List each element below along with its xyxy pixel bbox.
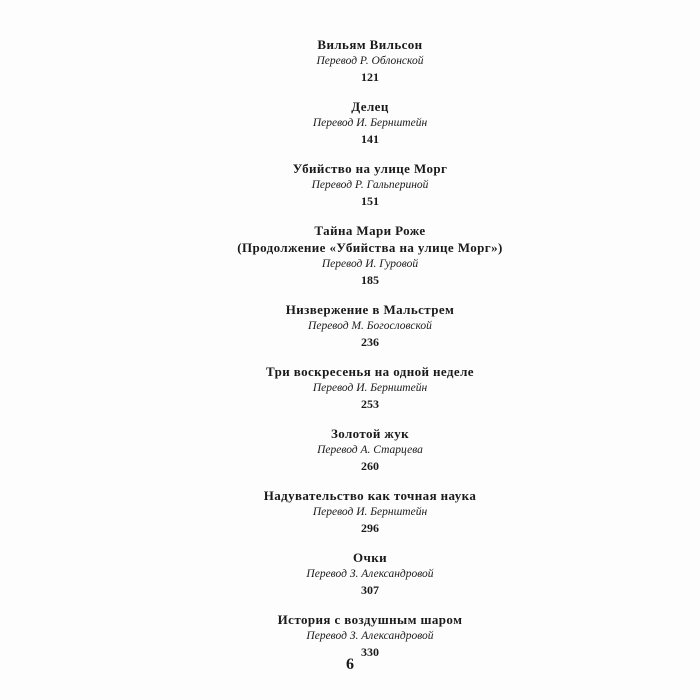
entry-page-number: 296 <box>361 521 379 535</box>
page-folio-number: 6 <box>346 656 354 673</box>
toc-entry <box>200 222 540 301</box>
toc-entry <box>200 301 540 363</box>
entry-title: Убийство на улице Морг <box>292 161 448 176</box>
toc-entry <box>200 425 540 487</box>
toc-entry <box>200 160 540 222</box>
entry-title: Очки <box>352 550 388 565</box>
entry-page-number: 121 <box>361 70 379 84</box>
entry-translator: Перевод З. Александровой <box>306 568 434 580</box>
entry-translator: Перевод А. Старцева <box>317 444 423 456</box>
entry-translator: Перевод И. Гуровой <box>321 258 419 270</box>
entry-title: Тайна Мари Роже <box>314 223 426 238</box>
entry-title: История с воздушным шаром <box>277 612 463 627</box>
toc-entry <box>200 549 540 611</box>
entry-translator: Перевод Р. Облонской <box>316 55 424 67</box>
toc-entry <box>200 363 540 425</box>
entry-title: Вильям Вильсон <box>317 37 423 52</box>
entry-subtitle: (Продолжение «Убийства на улице Морг») <box>237 240 503 255</box>
entry-page-number: 307 <box>361 583 379 597</box>
entry-translator: Перевод М. Богословской <box>308 320 432 332</box>
entry-title: Делец <box>351 99 389 114</box>
toc-entry <box>200 98 540 160</box>
toc-entry <box>200 36 540 98</box>
entry-title: Три воскресенья на одной неделе <box>266 364 474 379</box>
entry-translator: Перевод Р. Гальпериной <box>311 179 429 191</box>
entry-translator: Перевод И. Бернштейн <box>312 382 428 394</box>
entry-page-number: 141 <box>361 132 379 146</box>
entry-title: Низвержение в Мальстрем <box>285 302 455 317</box>
entry-title: Надувательство как точная наука <box>263 488 477 503</box>
entry-translator: Перевод И. Бернштейн <box>312 506 428 518</box>
entry-page-number: 330 <box>361 645 379 659</box>
entry-page-number: 253 <box>361 397 379 411</box>
table-of-contents <box>200 36 540 673</box>
entry-page-number: 185 <box>361 273 379 287</box>
entry-title: Золотой жук <box>330 426 410 441</box>
entry-page-number: 151 <box>361 194 379 208</box>
entry-page-number: 260 <box>361 459 379 473</box>
toc-entry <box>200 487 540 549</box>
entry-translator: Перевод З. Александровой <box>306 630 434 642</box>
entry-page-number: 236 <box>361 335 379 349</box>
entry-translator: Перевод И. Бернштейн <box>312 117 428 129</box>
